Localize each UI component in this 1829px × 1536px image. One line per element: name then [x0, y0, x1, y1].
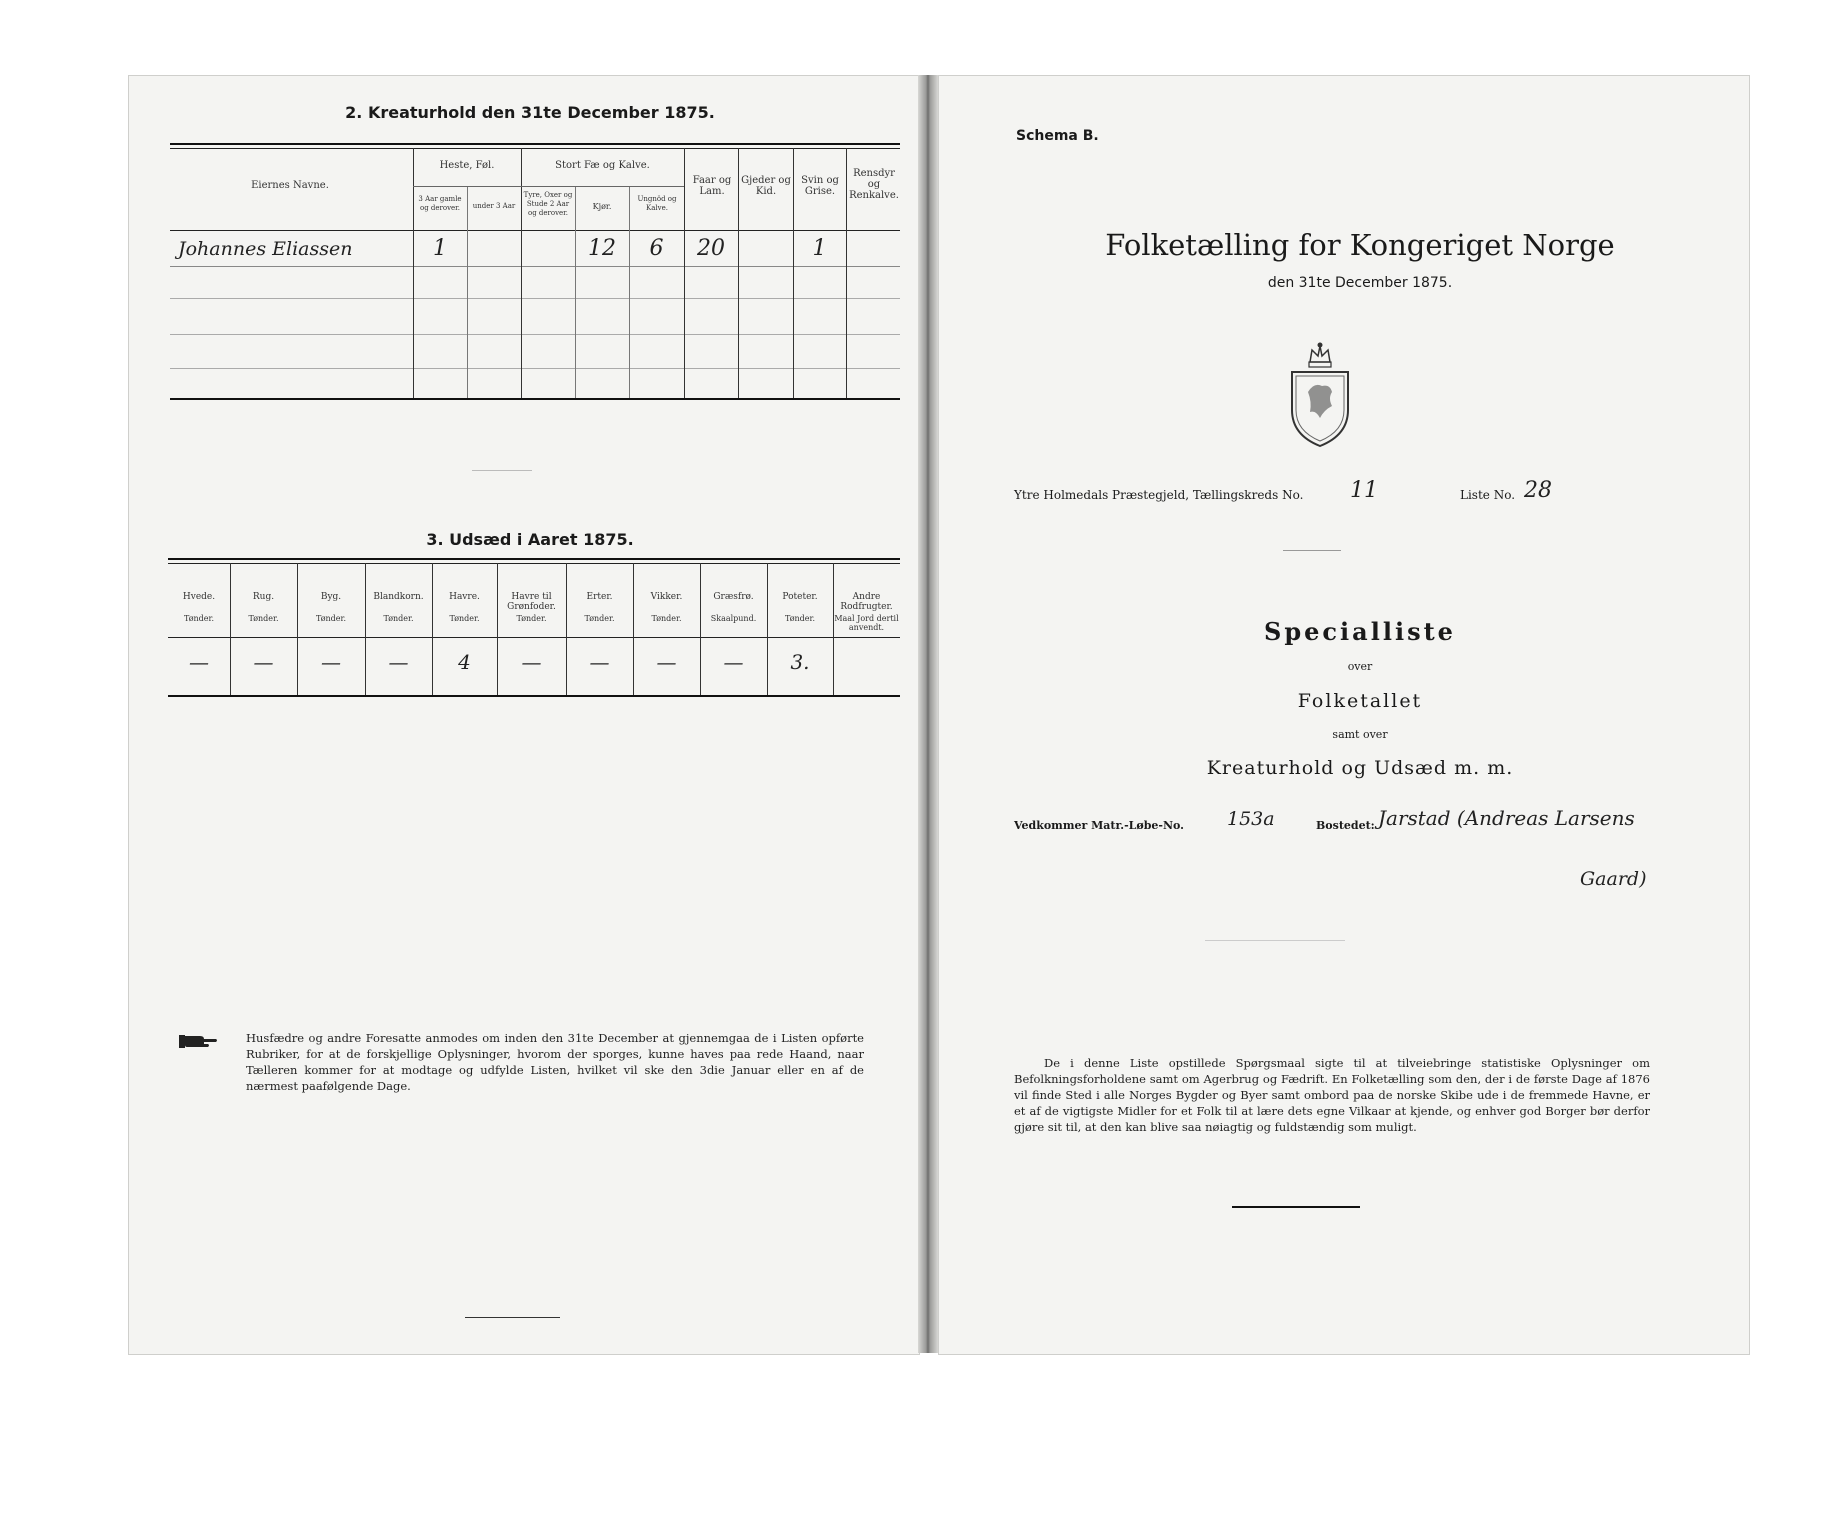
col-stort-header: Stort Fæ og Kalve. [555, 160, 650, 171]
liste-label: Liste No. [1460, 488, 1516, 502]
seed-value: — [321, 650, 341, 674]
seed-col-unit: Tønder. [449, 614, 480, 623]
book-spine [918, 75, 938, 1353]
owner-name: Johannes Eliassen [178, 238, 353, 260]
matr-label: Vedkommer Matr.-Løbe-No. [1014, 819, 1184, 832]
seed-value: 3. [790, 650, 810, 674]
seed-col-unit: Tønder. [584, 614, 615, 623]
specialliste-title: Specialliste [1264, 617, 1456, 646]
seed-col-name: Havre. [449, 592, 480, 602]
kreaturhold-text: Kreaturhold og Udsæd m. m. [1206, 757, 1514, 779]
seed-col-unit: Maal Jord dertil anvendt. [834, 614, 899, 632]
seed-value: — [656, 650, 677, 674]
seed-col-unit: Tønder. [651, 614, 682, 623]
matr-number: 153a [1227, 808, 1275, 830]
prestegjeld-label: Ytre Holmedals Præstegjeld, Tællingskreds No. [1014, 488, 1304, 502]
bottom-divider [465, 1317, 560, 1318]
col-rensdyr-header: Rensdyr og Renkalve. [849, 168, 899, 201]
folketallet-text: Folketallet [1297, 690, 1423, 712]
schema-label: Schema B. [1016, 128, 1099, 144]
seed-value: — [521, 650, 542, 674]
section3-title: 3. Udsæd i Aaret 1875. [426, 530, 634, 549]
notice-text: Husfædre og andre Foresatte anmodes om inden den 31te December at gjennemgaa de i Listen opførte Rubriker, for at de forskjellige Oplysninger, hvorom der sporges, kunne haves paa rede Haand, naar Tælleren kommer for at modtage og udfylde Listen, hvilket vil ske den 3die Januar eller en af de nærmest paafølgende Dage. [246, 1031, 864, 1093]
seed-value: — [723, 650, 744, 674]
seed-col-divider [297, 563, 298, 695]
seed-col-name: Græsfrø. [713, 592, 754, 602]
seed-value: — [189, 650, 209, 674]
seed-col-unit: Tønder. [248, 614, 279, 623]
seed-col-unit: Tønder. [315, 614, 347, 623]
ungnod-value: 6 [649, 236, 664, 261]
seed-col-name: Blandkorn. [373, 592, 424, 602]
samt-over-text: samt over [1332, 728, 1388, 741]
main-date: den 31te December 1875. [1267, 275, 1453, 291]
seed-col-divider [566, 563, 567, 695]
kreds-number: 11 [1350, 478, 1378, 503]
col-gjeder-header: Gjeder og Kid. [741, 175, 791, 197]
liste-number: 28 [1524, 478, 1552, 503]
seed-col-unit: Tønder. [784, 614, 816, 623]
faar-value: 20 [697, 236, 725, 261]
seed-col-name: Havre til Grønfoder. [507, 592, 556, 612]
seed-col-name: Poteter. [782, 592, 818, 602]
coat-of-arms-icon [1280, 340, 1360, 450]
seed-col-divider [497, 563, 498, 695]
bottom-paragraph: De i denne Liste opstillede Spørgsmaal sigte til at tilveiebringe statistiske Oplysninger om Befolkningsforholdene samt om Agerbrug og Fædrift. En Folketælling som den, der i de første Dage af 1876 vil finde Sted i alle Norges Bygder og Byer samt ombord paa de norske Skibe ude i de fremmede Havne, er et af de vigtigste Midler for et Folk til at lære dets egne Vilkaar at kjende, og enhver god Borger bør derfor gjøre sit til, at den kan blive saa nøiagtig og fuldstændig som muligt. [1014, 1056, 1650, 1134]
seed-col-unit: Tønder. [383, 614, 414, 623]
kjor-value: 12 [588, 236, 616, 261]
faint-divider [1205, 940, 1345, 941]
signature-line [1232, 1206, 1360, 1208]
col-heste-sub2: under 3 Aar [472, 202, 516, 210]
col-stort-sub3: Ungnöd og Kalve. [637, 195, 677, 212]
seed-value: — [253, 650, 274, 674]
col-faar-header: Faar og Lam. [692, 175, 732, 197]
section2-title: 2. Kreaturhold den 31te December 1875. [345, 103, 715, 122]
seed-col-divider [700, 563, 701, 695]
col-svin-header: Svin og Grise. [801, 175, 839, 197]
seed-col-divider [365, 563, 366, 695]
seed-col-unit: Tønder. [183, 614, 215, 623]
main-title: Folketælling for Kongeriget Norge [1105, 228, 1615, 262]
seed-col-unit: Skaalpund. [710, 614, 757, 623]
bostedet-line2: Gaard) [1580, 868, 1647, 890]
seed-col-name: Vikker. [650, 592, 683, 602]
right-page [938, 75, 1750, 1355]
seed-col-unit: Tønder. [516, 614, 547, 623]
col-stort-sub2: Kjør. [592, 202, 612, 211]
pointing-hand-icon [178, 1030, 218, 1052]
divider [472, 470, 532, 471]
seed-col-divider [432, 563, 433, 695]
seed-col-name: Erter. [586, 592, 613, 602]
left-page [128, 75, 920, 1355]
seed-col-divider [767, 563, 768, 695]
bostedet-line1: Jarstad (Andreas Larsens [1378, 806, 1635, 830]
heste-over3-value: 1 [433, 236, 447, 261]
over-text: over [1347, 660, 1373, 673]
seed-col-name: Byg. [320, 592, 342, 602]
col-heste-sub1: 3 Aar gamle og derover. [418, 195, 462, 212]
seed-col-name: Andre Rodfrugter. [840, 592, 893, 612]
seed-col-divider [230, 563, 231, 695]
seed-col-divider [633, 563, 634, 695]
divider-right [1283, 550, 1341, 551]
col-stort-sub1: Tyre, Oxer og Stude 2 Aar og derover. [523, 191, 573, 217]
col-heste-header: Heste, Føl. [439, 160, 495, 171]
col-owner-header: Eiernes Navne. [251, 180, 329, 191]
seed-value: 4 [458, 650, 471, 674]
seed-value: — [589, 650, 610, 674]
svin-value: 1 [812, 236, 827, 261]
seed-col-name: Hvede. [182, 592, 216, 602]
seed-value: — [388, 650, 409, 674]
bostedet-label: Bostedet: [1316, 819, 1375, 832]
seed-col-name: Rug. [252, 592, 275, 602]
